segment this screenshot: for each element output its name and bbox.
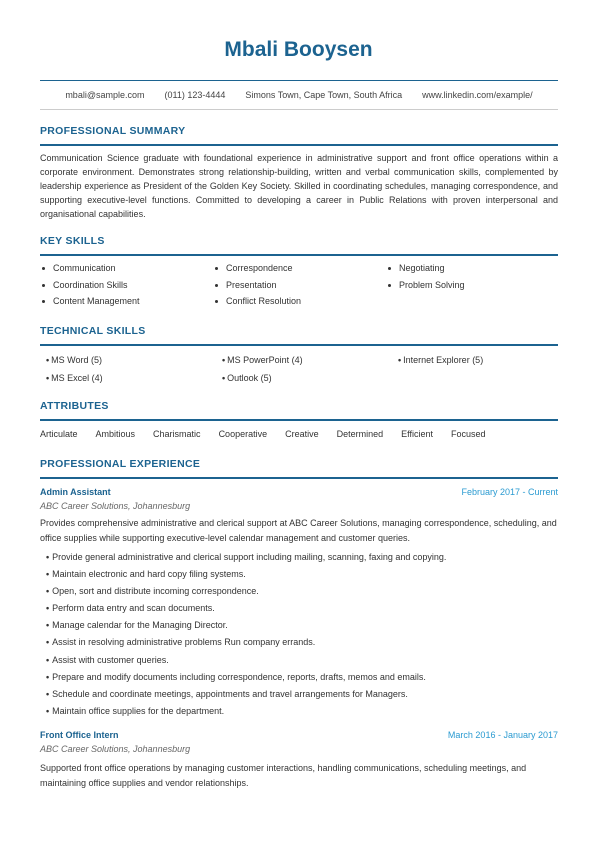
key-skill-item: Communication [40, 260, 213, 277]
technical-skills-list [46, 351, 558, 387]
attribute-item: Determined [336, 429, 384, 439]
key-skill-item: Problem Solving [386, 277, 558, 294]
key-skill-item: Correspondence [213, 260, 386, 277]
job-description: Provides comprehensive administrative and clerical support at ABC Career Solutions, managing correspondence, scheduling, and office supplies while supporting executive-level calendar management and customer queries. [40, 518, 557, 543]
job-title: Admin Assistant [40, 487, 111, 497]
section-title-experience: PROFESSIONAL EXPERIENCE [40, 458, 558, 479]
list-item: • Open, sort and distribute incoming correspondence. [46, 586, 259, 597]
contact-bar [40, 80, 558, 110]
technical-skill-item: • MS PowerPoint (4) [222, 355, 303, 365]
key-skill-item: Content Management [40, 293, 213, 310]
section-title-attributes: ATTRIBUTES [40, 400, 558, 421]
attribute-item: Focused [451, 429, 486, 439]
list-item: • Assist in resolving administrative problems Run company errands. [46, 637, 316, 648]
job-company: ABC Career Solutions, Johannesburg [40, 744, 191, 754]
contact-phone: (011) 123-4444 [164, 90, 226, 100]
section-title-summary: PROFESSIONAL SUMMARY [40, 125, 558, 146]
key-skill-item: Presentation [213, 277, 386, 294]
attribute-item: Charismatic [153, 429, 201, 439]
candidate-name: Mbali Booysen [224, 38, 373, 61]
section-title-key-skills: KEY SKILLS [40, 235, 558, 256]
attribute-item: Creative [285, 429, 319, 439]
job-title: Front Office Intern [40, 730, 119, 740]
job-description: Supported front office operations by managing customer interactions, handling communications, scheduling meetings, and maintaining office supplies and vendor relationships. [40, 763, 527, 788]
attribute-item: Articulate [40, 429, 78, 439]
list-item: • Maintain electronic and hard copy filing systems. [46, 569, 246, 580]
technical-skill-item: • Internet Explorer (5) [398, 355, 484, 365]
list-item: • Assist with customer queries. [46, 654, 169, 665]
attribute-item: Ambitious [95, 429, 136, 439]
technical-skill-item: • MS Excel (4) [46, 373, 103, 383]
attribute-item: Efficient [401, 429, 433, 439]
list-item: • Maintain office supplies for the department. [46, 705, 225, 716]
attribute-item: Cooperative [218, 429, 268, 439]
list-item: • Manage calendar for the Managing Director. [46, 620, 228, 631]
technical-skill-item: • MS Word (5) [46, 355, 102, 365]
job-dates: March 2016 - January 2017 [447, 730, 558, 740]
job-dates: February 2017 - Current [461, 487, 558, 497]
list-item: • Perform data entry and scan documents. [46, 603, 215, 614]
summary-text: Communication Science graduate with foundational experience in administrative support and front office operations within a corporate environment. Demonstrates strong relationship-building, written and verbal communication skills, complemented by leadership experience as President of the Golden Key Society. Skilled in coordinating schedules, managing correspondence, and supporting executive-level functions. Committed to developing a career in Public Relations with proven interpersonal and organisational capabilities. [40, 153, 558, 219]
attributes-list [40, 429, 486, 439]
technical-skill-item: • Outlook (5) [222, 373, 272, 383]
list-item: • Prepare and modify documents including correspondence, reports, drafts, memos and emails. [46, 671, 426, 682]
section-title-technical-skills: TECHNICAL SKILLS [40, 325, 558, 346]
job-responsibilities [46, 549, 558, 720]
contact-email[interactable]: mbali@sample.com [65, 90, 145, 100]
key-skill-item: Negotiating [386, 260, 558, 277]
key-skill-item: Coordination Skills [40, 277, 213, 294]
contact-location: Simons Town, Cape Town, South Africa [245, 90, 403, 100]
key-skill-item: Conflict Resolution [213, 293, 386, 310]
list-item: • Schedule and coordinate meetings, appointments and travel arrangements for Managers. [46, 688, 408, 699]
key-skills-list [40, 260, 558, 310]
list-item: • Provide general administrative and clerical support including mailing, scanning, faxing and copying. [46, 552, 447, 562]
contact-linkedin[interactable]: www.linkedin.com/example/ [422, 90, 533, 100]
job-company: ABC Career Solutions, Johannesburg [40, 501, 191, 511]
